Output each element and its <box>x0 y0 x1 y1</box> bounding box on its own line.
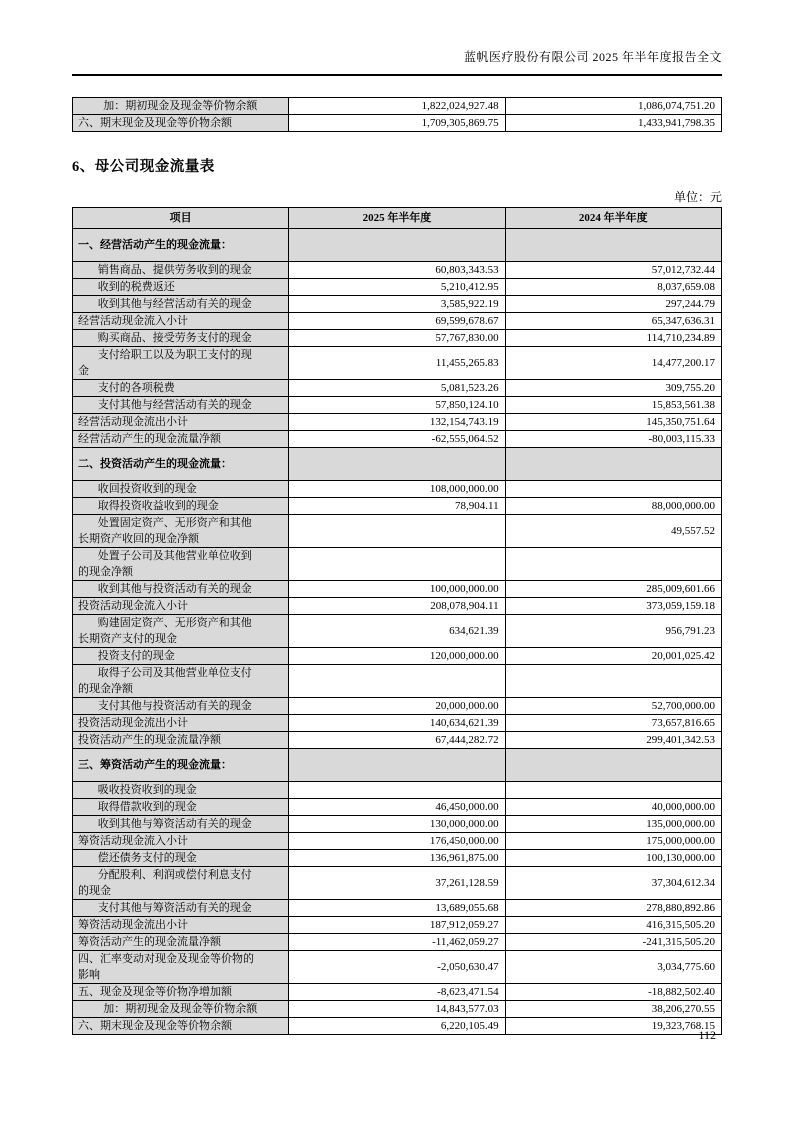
table-row <box>73 262 722 279</box>
table-row <box>73 732 722 749</box>
value-2025-cell: 634,621.39 <box>289 615 505 648</box>
row-label-cell: 筹资活动现金流出小计 <box>73 917 289 934</box>
row-label-cell: 支付其他与投资活动有关的现金 <box>73 698 289 715</box>
table-row <box>73 984 722 1001</box>
value-2024-cell: 373,059,159.18 <box>505 598 721 615</box>
value-2024-cell: 52,700,000.00 <box>505 698 721 715</box>
row-label-cell: 经营活动现金流出小计 <box>73 414 289 431</box>
value-2024-cell <box>505 665 721 698</box>
value-2025-cell: 5,081,523.26 <box>289 380 505 397</box>
table-row <box>73 850 722 867</box>
value-2024-cell <box>505 481 721 498</box>
table-row <box>73 816 722 833</box>
table-row <box>73 380 722 397</box>
value-2024-cell: 15,853,561.38 <box>505 397 721 414</box>
table-row <box>73 229 722 262</box>
table-row <box>73 749 722 782</box>
value-2025-cell: 57,767,830.00 <box>289 330 505 347</box>
value-2024-cell: 19,323,768.15 <box>505 1018 721 1035</box>
value-2024-cell: 278,880,892.86 <box>505 900 721 917</box>
value-2025-cell: 1,822,024,927.48 <box>289 98 505 115</box>
value-2025-cell: 1,709,305,869.75 <box>289 115 505 132</box>
value-2024-cell: 88,000,000.00 <box>505 498 721 515</box>
column-header-item: 项目 <box>73 208 289 229</box>
row-label-cell: 分配股利、利润或偿付利息支付的现金 <box>73 867 289 900</box>
value-2024-cell: 145,350,751.64 <box>505 414 721 431</box>
value-2024-cell: 14,477,200.17 <box>505 347 721 380</box>
row-label-cell: 处置固定资产、无形资产和其他长期资产收回的现金净额 <box>73 515 289 548</box>
table-row <box>73 98 722 115</box>
table-row <box>73 715 722 732</box>
value-2024-cell: 309,755.20 <box>505 380 721 397</box>
value-2024-cell: 8,037,659.08 <box>505 279 721 296</box>
value-2025-cell <box>289 665 505 698</box>
row-label-cell: 投资支付的现金 <box>73 648 289 665</box>
value-2025-cell <box>289 448 505 481</box>
table-row <box>73 515 722 548</box>
main-table-body <box>73 229 722 1035</box>
value-2025-cell: 132,154,743.19 <box>289 414 505 431</box>
column-header-2025: 2025 年半年度 <box>289 208 505 229</box>
row-label-cell: 吸收投资收到的现金 <box>73 782 289 799</box>
row-label-cell: 经营活动现金流入小计 <box>73 313 289 330</box>
table-row <box>73 598 722 615</box>
row-label-cell: 收到其他与经营活动有关的现金 <box>73 296 289 313</box>
value-2025-cell: 100,000,000.00 <box>289 581 505 598</box>
row-label-cell: 经营活动产生的现金流量净额 <box>73 431 289 448</box>
value-2024-cell: 100,130,000.00 <box>505 850 721 867</box>
row-label-cell: 二、投资活动产生的现金流量： <box>73 448 289 481</box>
table-row <box>73 330 722 347</box>
value-2025-cell: -62,555,064.52 <box>289 431 505 448</box>
row-label-cell: 销售商品、提供劳务收到的现金 <box>73 262 289 279</box>
row-label-cell: 支付其他与筹资活动有关的现金 <box>73 900 289 917</box>
table-row <box>73 799 722 816</box>
value-2025-cell: -8,623,471.54 <box>289 984 505 1001</box>
value-2024-cell <box>505 749 721 782</box>
value-2024-cell: 956,791.23 <box>505 615 721 648</box>
value-2025-cell <box>289 749 505 782</box>
table-row <box>73 833 722 850</box>
value-2025-cell: 5,210,412.95 <box>289 279 505 296</box>
value-2025-cell: 130,000,000.00 <box>289 816 505 833</box>
value-2024-cell: -80,003,115.33 <box>505 431 721 448</box>
table-row <box>73 867 722 900</box>
table-row <box>73 115 722 132</box>
row-label-cell: 支付给职工以及为职工支付的现金 <box>73 347 289 380</box>
table-row <box>73 1001 722 1018</box>
value-2025-cell <box>289 229 505 262</box>
value-2025-cell: 6,220,105.49 <box>289 1018 505 1035</box>
row-label-cell: 投资活动产生的现金流量净额 <box>73 732 289 749</box>
parent-company-cash-flow-table <box>72 207 722 1035</box>
table-row <box>73 934 722 951</box>
value-2024-cell: 299,401,342.53 <box>505 732 721 749</box>
section-title: 6、母公司现金流量表 <box>72 159 215 175</box>
value-2024-cell: 49,557.52 <box>505 515 721 548</box>
table-row <box>73 397 722 414</box>
row-label-cell: 偿还债务支付的现金 <box>73 850 289 867</box>
value-2025-cell: 108,000,000.00 <box>289 481 505 498</box>
value-2024-cell: 1,086,074,751.20 <box>505 98 721 115</box>
table-row <box>73 431 722 448</box>
column-header-2024: 2024 年半年度 <box>505 208 721 229</box>
value-2025-cell: 176,450,000.00 <box>289 833 505 850</box>
value-2025-cell: 3,585,922.19 <box>289 296 505 313</box>
table-row <box>73 313 722 330</box>
value-2024-cell: 73,657,816.65 <box>505 715 721 732</box>
table-row <box>73 296 722 313</box>
value-2025-cell: 14,843,577.03 <box>289 1001 505 1018</box>
top-table-body <box>73 98 722 132</box>
table-row <box>73 1018 722 1035</box>
value-2024-cell <box>505 229 721 262</box>
value-2024-cell: 65,347,636.31 <box>505 313 721 330</box>
row-label-cell: 筹资活动产生的现金流量净额 <box>73 934 289 951</box>
value-2025-cell: 11,455,265.83 <box>289 347 505 380</box>
table-row <box>73 548 722 581</box>
row-label-cell: 收到的税费返还 <box>73 279 289 296</box>
row-label-cell: 一、经营活动产生的现金流量： <box>73 229 289 262</box>
value-2024-cell: 40,000,000.00 <box>505 799 721 816</box>
table-row <box>73 951 722 984</box>
value-2024-cell: 1,433,941,798.35 <box>505 115 721 132</box>
value-2024-cell: 3,034,775.60 <box>505 951 721 984</box>
value-2025-cell: 78,904.11 <box>289 498 505 515</box>
value-2024-cell: 135,000,000.00 <box>505 816 721 833</box>
value-2025-cell <box>289 548 505 581</box>
value-2024-cell: 37,304,612.34 <box>505 867 721 900</box>
header-divider <box>72 74 722 76</box>
value-2024-cell: 114,710,234.89 <box>505 330 721 347</box>
value-2025-cell: 187,912,059.27 <box>289 917 505 934</box>
value-2024-cell <box>505 548 721 581</box>
row-label-cell: 购买商品、接受劳务支付的现金 <box>73 330 289 347</box>
row-label-cell: 加：期初现金及现金等价物余额 <box>73 98 289 115</box>
row-label-cell: 取得投资收益收到的现金 <box>73 498 289 515</box>
value-2025-cell: -2,050,630.47 <box>289 951 505 984</box>
row-label-cell: 收回投资收到的现金 <box>73 481 289 498</box>
table-row <box>73 698 722 715</box>
table-row <box>73 347 722 380</box>
value-2024-cell: 38,206,270.55 <box>505 1001 721 1018</box>
row-label-cell: 取得子公司及其他营业单位支付的现金净额 <box>73 665 289 698</box>
value-2024-cell <box>505 782 721 799</box>
report-header-title: 蓝帆医疗股份有限公司 2025 年半年度报告全文 <box>463 50 722 64</box>
row-label-cell: 支付其他与经营活动有关的现金 <box>73 397 289 414</box>
row-label-cell: 投资活动现金流出小计 <box>73 715 289 732</box>
value-2025-cell: 13,689,055.68 <box>289 900 505 917</box>
value-2024-cell: -241,315,505.20 <box>505 934 721 951</box>
table-row <box>73 448 722 481</box>
value-2024-cell: 175,000,000.00 <box>505 833 721 850</box>
row-label-cell: 支付的各项税费 <box>73 380 289 397</box>
value-2024-cell: 57,012,732.44 <box>505 262 721 279</box>
value-2025-cell: 140,634,621.39 <box>289 715 505 732</box>
table-row <box>73 782 722 799</box>
value-2025-cell: 69,599,678.67 <box>289 313 505 330</box>
table-row <box>73 481 722 498</box>
value-2024-cell: 416,315,505.20 <box>505 917 721 934</box>
value-2024-cell: 297,244.79 <box>505 296 721 313</box>
unit-label: 单位：元 <box>673 190 722 204</box>
value-2025-cell: 208,078,904.11 <box>289 598 505 615</box>
row-label-cell: 筹资活动现金流入小计 <box>73 833 289 850</box>
table-row <box>73 279 722 296</box>
table-row <box>73 414 722 431</box>
value-2025-cell: 20,000,000.00 <box>289 698 505 715</box>
value-2024-cell: 285,009,601.66 <box>505 581 721 598</box>
value-2025-cell: 60,803,343.53 <box>289 262 505 279</box>
table-header-row <box>73 208 722 229</box>
row-label-cell: 五、现金及现金等价物净增加额 <box>73 984 289 1001</box>
value-2025-cell: 57,850,124.10 <box>289 397 505 414</box>
table-row <box>73 900 722 917</box>
value-2024-cell: -18,882,502.40 <box>505 984 721 1001</box>
value-2025-cell: -11,462,059.27 <box>289 934 505 951</box>
row-label-cell: 收到其他与筹资活动有关的现金 <box>73 816 289 833</box>
row-label-cell: 四、汇率变动对现金及现金等价物的影响 <box>73 951 289 984</box>
row-label-cell: 购建固定资产、无形资产和其他长期资产支付的现金 <box>73 615 289 648</box>
row-label-cell: 收到其他与投资活动有关的现金 <box>73 581 289 598</box>
value-2025-cell <box>289 782 505 799</box>
row-label-cell: 取得借款收到的现金 <box>73 799 289 816</box>
value-2024-cell <box>505 448 721 481</box>
row-label-cell: 处置子公司及其他营业单位收到的现金净额 <box>73 548 289 581</box>
row-label-cell: 三、筹资活动产生的现金流量： <box>73 749 289 782</box>
value-2025-cell <box>289 515 505 548</box>
row-label-cell: 加：期初现金及现金等价物余额 <box>73 1001 289 1018</box>
table-row <box>73 648 722 665</box>
value-2024-cell: 20,001,025.42 <box>505 648 721 665</box>
value-2025-cell: 67,444,282.72 <box>289 732 505 749</box>
value-2025-cell: 136,961,875.00 <box>289 850 505 867</box>
page-number: 112 <box>698 1028 716 1042</box>
row-label-cell: 六、期末现金及现金等价物余额 <box>73 1018 289 1035</box>
table-row <box>73 615 722 648</box>
table-row <box>73 917 722 934</box>
value-2025-cell: 37,261,128.59 <box>289 867 505 900</box>
table-row <box>73 581 722 598</box>
cash-equivalents-summary-table <box>72 97 722 132</box>
table-row <box>73 665 722 698</box>
row-label-cell: 六、期末现金及现金等价物余额 <box>73 115 289 132</box>
table-row <box>73 498 722 515</box>
value-2025-cell: 120,000,000.00 <box>289 648 505 665</box>
value-2025-cell: 46,450,000.00 <box>289 799 505 816</box>
row-label-cell: 投资活动现金流入小计 <box>73 598 289 615</box>
